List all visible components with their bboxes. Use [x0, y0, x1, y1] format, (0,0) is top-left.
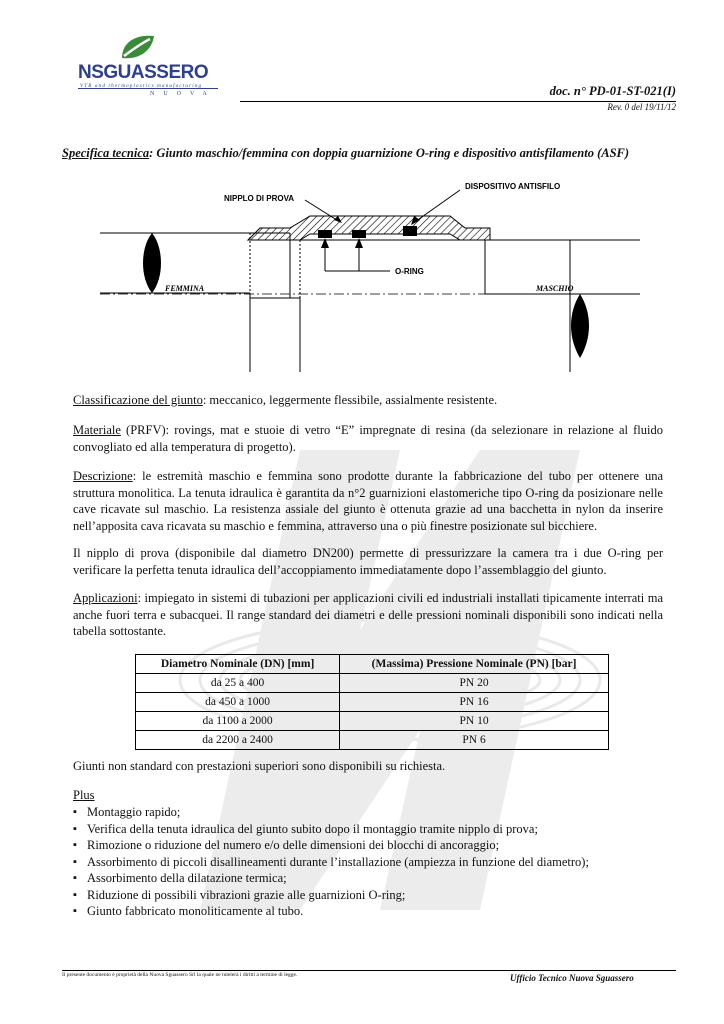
title-label: Specifica tecnica — [62, 146, 150, 160]
table-cell: da 25 a 400 — [136, 674, 340, 693]
table-row — [136, 712, 609, 731]
material-paragraph — [73, 422, 663, 455]
material-label: Materiale — [73, 423, 121, 437]
applications-text: : impiegato in sistemi di tubazioni per applicazioni civili ed industriali installati tipicamente interrati ma anche fuori terra e subacquei. Il range standard dei diametri e delle pressioni nominali disponibili sono indicati nella tabella sottostante. — [73, 591, 663, 638]
oring-1 — [318, 230, 332, 238]
footer-divider — [62, 970, 676, 971]
applications-label: Applicazioni — [73, 591, 138, 605]
female-end-cap — [143, 233, 161, 293]
list-item: ▪ Rimozione o riduzione del numero e/o delle dimensioni dei blocchi di ancoraggio; — [73, 837, 589, 854]
coupling-hatch — [248, 216, 490, 240]
logo-name: NSGUASSERO — [78, 62, 209, 83]
table-header-pn: (Massima) Pressione Nominale (PN) [bar] — [340, 655, 609, 674]
label-male: MASCHIO — [536, 284, 574, 293]
logo-leaf-icon — [118, 32, 158, 62]
title-text: : Giunto maschio/femmina con doppia guarnizione O-ring e dispositivo antisfilamento (ASF) — [149, 146, 630, 160]
nonstandard-paragraph: Giunti non standard con prestazioni superiori sono disponibili su richiesta. — [73, 759, 446, 773]
label-oring: O-RING — [395, 267, 424, 276]
list-item: ▪ Assorbimento della dilatazione termica; — [73, 870, 589, 887]
logo-rule — [78, 88, 218, 89]
description-text: : le estremità maschio e femmina sono prodotte durante la fabbricazione del tubo per ottenere una struttura monolitica. La tenuta idraulica è garantita da n°2 guarnizioni elastomeriche tipo O-ring da posizionare nelle cave ricavate sul maschio. La resistenza assiale del giunto è ottenuta grazie ad una bacchetta in nylon da inserire nell’apposita cava ricavata su maschio e femmina, attraverso una o più finestre posizionate sul bicchiere. — [73, 469, 663, 533]
table-header-row — [136, 655, 609, 674]
table-cell: da 2200 a 2400 — [136, 731, 340, 750]
description-label: Descrizione — [73, 469, 133, 483]
list-item: ▪ Riduzione di possibili vibrazioni grazie alle guarnizioni O-ring; — [73, 887, 589, 904]
footer-office: Ufficio Tecnico Nuova Sguassero — [510, 973, 634, 983]
table-cell: da 450 a 1000 — [136, 693, 340, 712]
nipple-paragraph: Il nipplo di prova (disponibile dal diametro DN200) permette di pressurizzare la camera tra i due O-ring per verificare la perfetta tenuta idraulica dell’accoppiamento immediatamente dopo l’assemblaggio del giunto. — [73, 546, 663, 577]
classification-label: Classificazione del giunto — [73, 393, 203, 407]
table-row — [136, 674, 609, 693]
table-cell: PN 20 — [340, 674, 609, 693]
plus-list — [73, 804, 589, 920]
applications-paragraph — [73, 590, 663, 640]
table-cell: PN 10 — [340, 712, 609, 731]
list-item: ▪ Giunto fabbricato monoliticamente al tubo. — [73, 903, 589, 920]
joint-diagram — [100, 178, 640, 372]
table-cell: PN 6 — [340, 731, 609, 750]
description-paragraph — [73, 468, 663, 534]
logo-sub: NUOVA — [150, 91, 216, 97]
label-antislip: DISPOSITIVO ANTISFILO — [465, 182, 561, 191]
page-title — [62, 146, 629, 161]
male-pipe — [300, 240, 640, 372]
table-cell: da 1100 a 2000 — [136, 712, 340, 731]
table-header-dn: Diametro Nominale (DN) [mm] — [136, 655, 340, 674]
spec-table — [135, 654, 609, 750]
female-pipe — [100, 233, 300, 372]
revision: Rev. 0 del 19/11/12 — [607, 102, 676, 112]
list-item: ▪ Montaggio rapido; — [73, 804, 589, 821]
material-text: (PRFV): rovings, mat e stuoie di vetro “E” impregnate di resina (da selezionare in relazione al fluido convogliato ed alla temperatura di progetto). — [73, 423, 663, 454]
table-row — [136, 731, 609, 750]
classification-paragraph — [73, 392, 663, 409]
label-female: FEMMINA — [165, 284, 205, 293]
table-row — [136, 693, 609, 712]
classification-text: : meccanico, leggermente flessibile, assialmente resistente. — [202, 393, 498, 407]
plus-title: Plus — [73, 788, 95, 802]
male-end-cap — [571, 294, 589, 358]
table-cell: PN 16 — [340, 693, 609, 712]
oring-2 — [352, 230, 366, 238]
label-nipple: NIPPLO DI PROVA — [224, 194, 295, 203]
footer-disclaimer: Il presente documento è proprietà della Nuova Sguassero Srl la quale ne tutelerà i diritti a termine di legge. — [62, 972, 298, 978]
anti-slip-rod — [403, 226, 417, 236]
list-item: ▪ Assorbimento di piccoli disallineamenti durante l’installazione (ampiezza in funzione del diametro); — [73, 854, 589, 871]
logo-tagline: VTR and thermoplastics manufacturing — [80, 84, 203, 89]
doc-number: doc. n° PD-01-ST-021(I) — [549, 84, 676, 98]
list-item: ▪ Verifica della tenuta idraulica del giunto subito dopo il montaggio tramite nipplo di prova; — [73, 821, 589, 838]
